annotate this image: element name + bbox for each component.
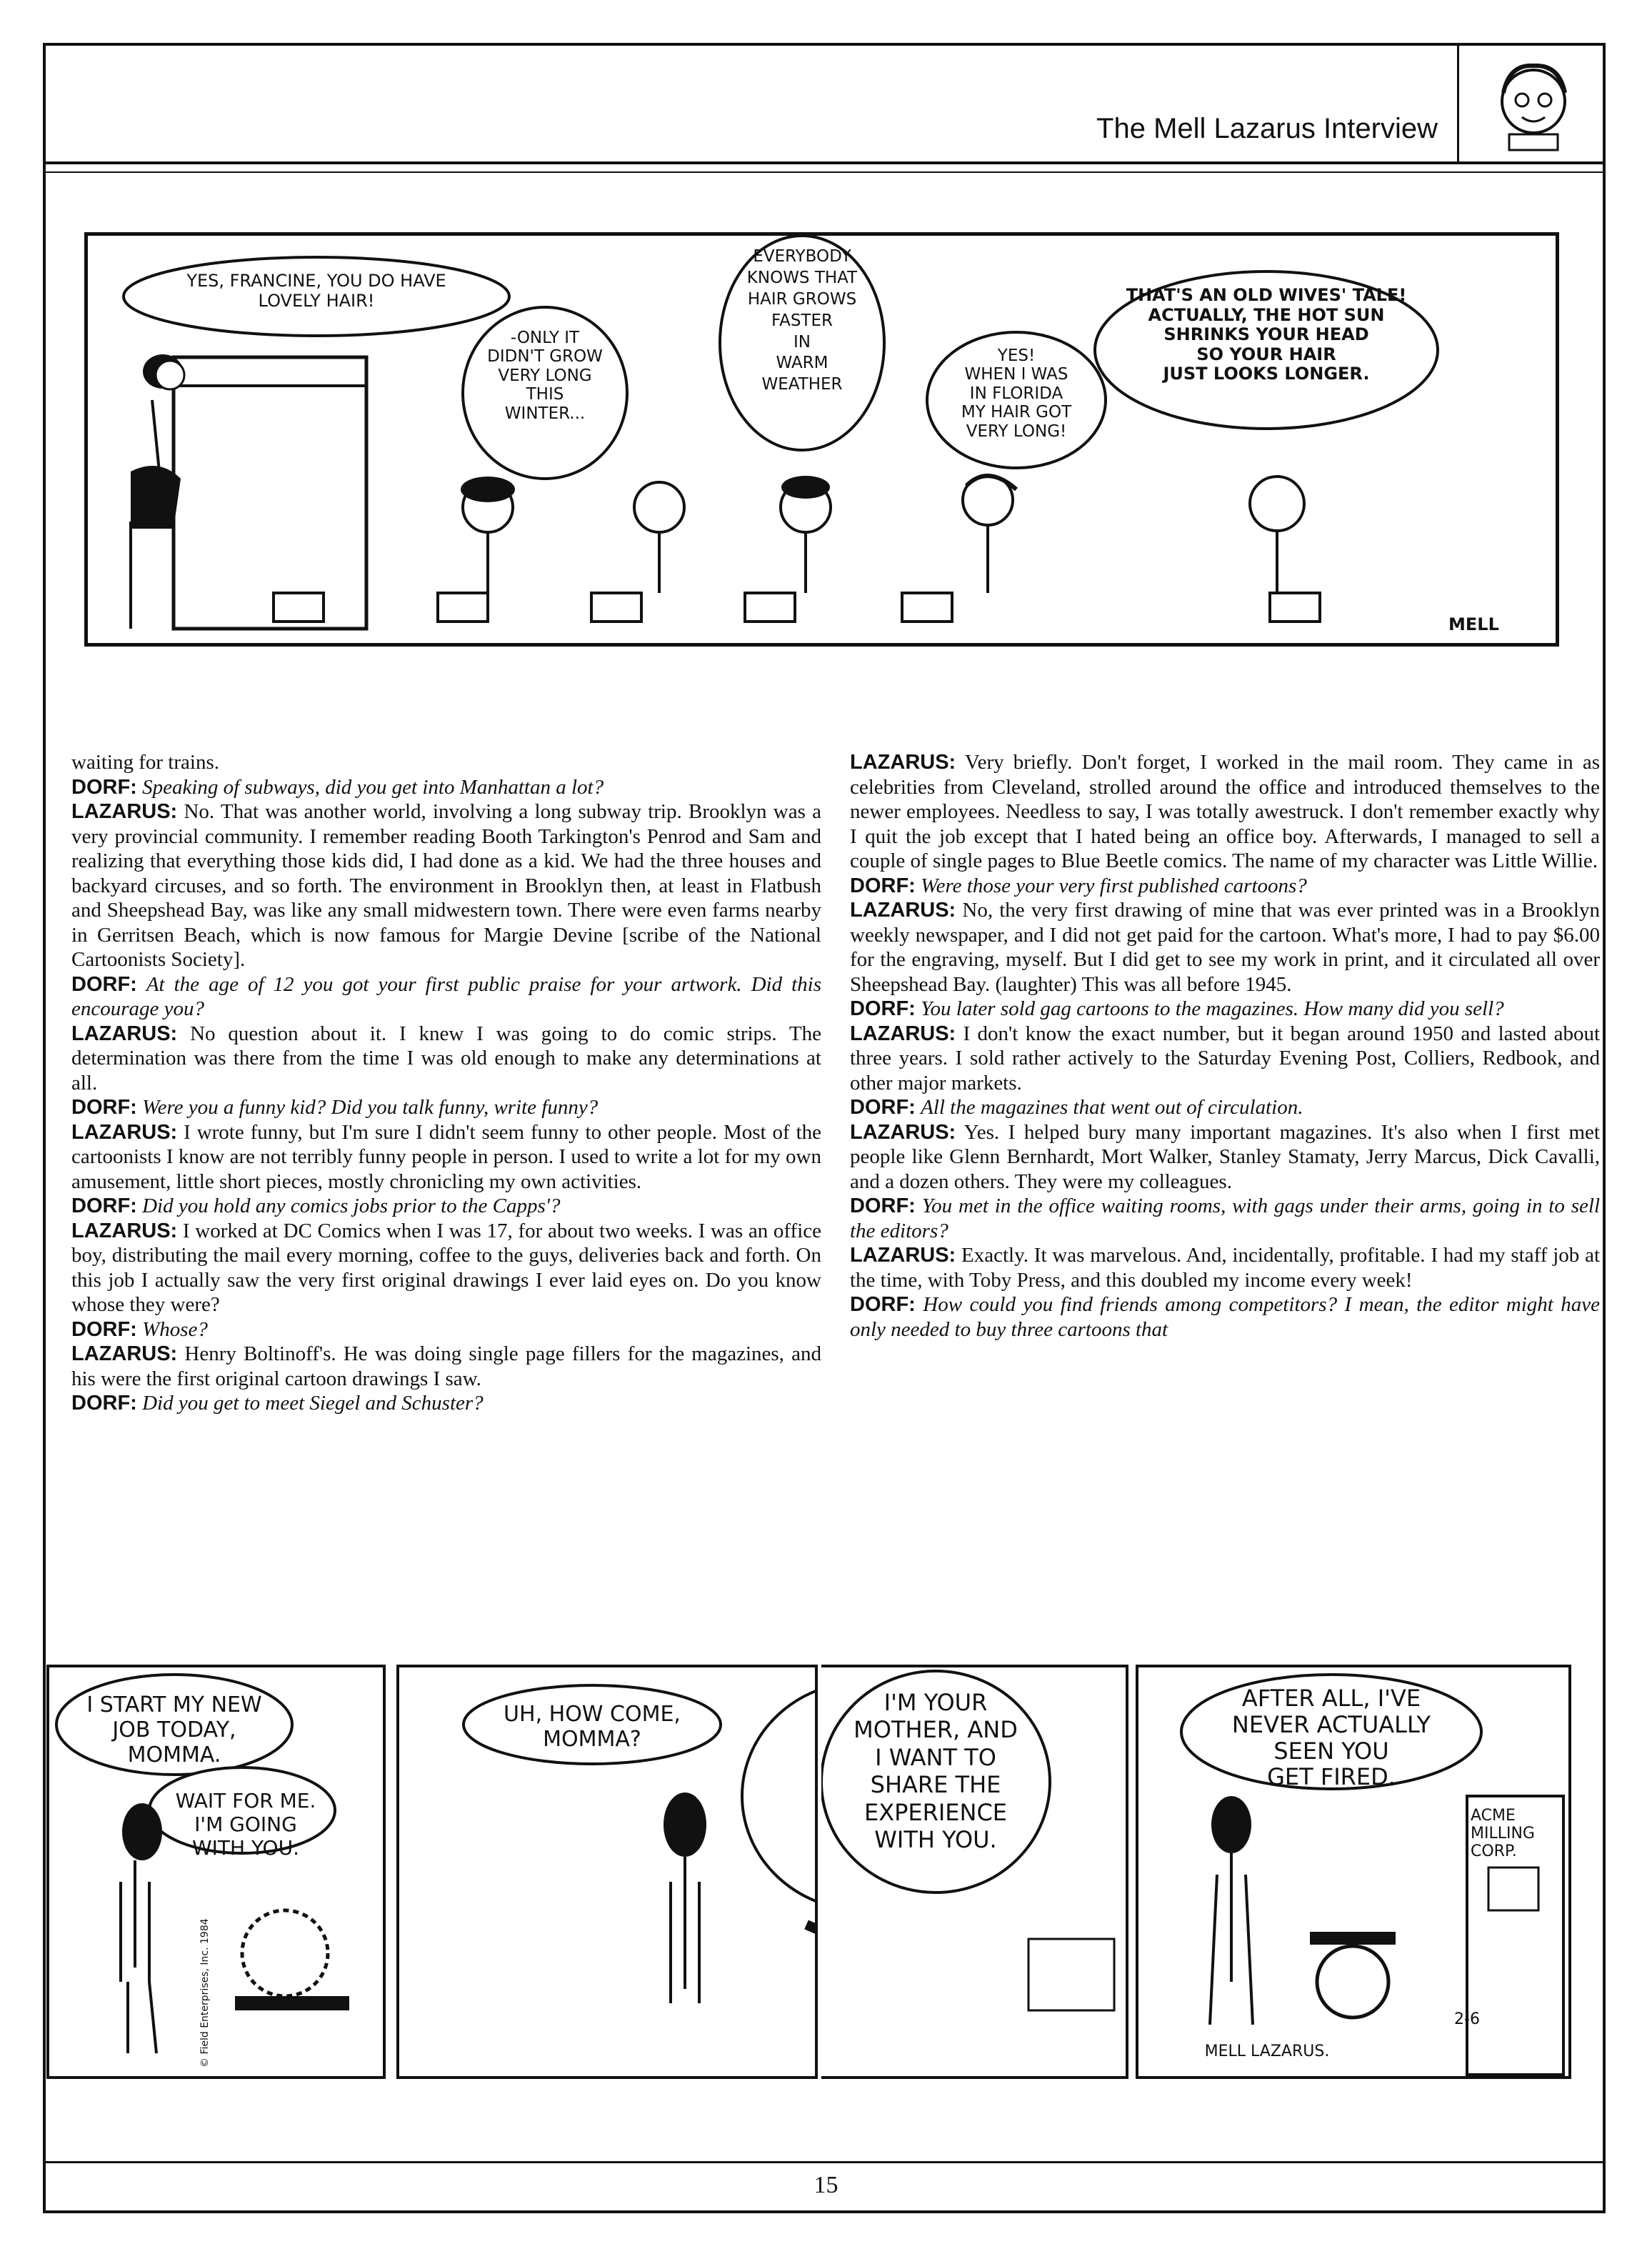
question-text: Whose? [142, 1317, 208, 1341]
speaker-label: DORF: [71, 972, 137, 996]
footer-rule [43, 2161, 1606, 2163]
interview-paragraph [850, 874, 1600, 899]
interview-paragraph [71, 1219, 821, 1317]
answer-text: I worked at DC Comics when I was 17, for about two weeks. I was an office boy, distributing the mail every morning, coffee to the guys, deliveries back and forth. On this job I actually saw the very first original drawings I ever laid eyes on. Do you know whose they were? [71, 1219, 822, 1316]
speaker-label: DORF: [71, 1195, 137, 1217]
speaker-label: LAZARUS: [850, 1244, 956, 1267]
page-title: The Mell Lazarus Interview [1096, 113, 1438, 144]
copyright-credit: © Field Enterprises, Inc. 1984 [199, 1918, 211, 2068]
interview-paragraph [71, 775, 821, 800]
balloon-kid-1: -ONLY IT DIDN'T GROW VERY LONG THIS WINTER... [487, 329, 603, 423]
question-text: All the magazines that went out of circulation. [921, 1096, 1303, 1119]
header [43, 43, 1606, 164]
speaker-label: DORF: [850, 997, 916, 1020]
speaker-label: LAZARUS: [71, 1219, 178, 1242]
balloon-momma-fired: AFTER ALL, I'VE NEVER ACTUALLY SEEN YOU GET FIRED. [1231, 1685, 1431, 1791]
interview-paragraph [850, 898, 1600, 997]
question-text: Were you a funny kid? Did you talk funny, write funny? [142, 1096, 599, 1119]
page-number: 15 [814, 2172, 838, 2198]
top-comic-strip [84, 232, 1559, 647]
balloon-kid-4: THAT'S AN OLD WIVES' TALE! ACTUALLY, THE HOT SUN SHRINKS YOUR HEAD SO YOUR HAIR JUST LOOKS LONGER. [1126, 285, 1407, 384]
speaker-label: DORF: [850, 1195, 916, 1217]
interview-paragraph [71, 1022, 821, 1096]
bottom-panel-3 [821, 1665, 1128, 2079]
balloon-momma-1: I START MY NEW JOB TODAY, MOMMA. [86, 1692, 262, 1767]
balloon-momma-share: I'M YOUR MOTHER, AND I WANT TO SHARE THE EXPERIENCE WITH YOU. [853, 1689, 1018, 1853]
question-text: You later sold gag cartoons to the magazines. How many did you sell? [921, 997, 1504, 1020]
speaker-label: LAZARUS: [71, 1022, 178, 1045]
bottom-panel-1 [46, 1665, 386, 2079]
question-text: Speaking of subways, did you get into Manhattan a lot? [142, 775, 604, 799]
strip-date: 2-6 [1454, 2010, 1480, 2028]
interview-paragraph [71, 972, 821, 1022]
answer-text: waiting for trains. [71, 751, 219, 774]
interview-paragraph [71, 1194, 821, 1219]
answer-text: Yes. I helped bury many important magazines. It's also when I first met people like Glenn Bernhardt, Mort Walker, Stanley Stamaty, Jerry Marcus, Dick Cavalli, and a dozen others. They were my colleagues. [850, 1120, 1600, 1193]
top-strip-signature: MELL [1448, 614, 1499, 634]
answer-text: No question about it. I knew I was going to do comic strips. The determination was there from the time I was old enough to make any determinations at all. [71, 1022, 821, 1094]
balloon-kid-3: YES! WHEN I WAS IN FLORIDA MY HAIR GOT VERY LONG! [961, 346, 1072, 441]
bottom-strip-signature: MELL LAZARUS. [1204, 2043, 1330, 2060]
building-sign: ACME MILLING CORP. [1471, 1807, 1535, 1860]
interview-paragraph [850, 1022, 1600, 1096]
speaker-label: LAZARUS: [71, 1342, 178, 1365]
question-text: Were those your very first published cartoons? [921, 874, 1307, 897]
speaker-label: DORF: [71, 1392, 137, 1415]
interview-paragraph [850, 1120, 1600, 1195]
interview-paragraph [71, 1095, 821, 1120]
speaker-label: LAZARUS: [71, 1120, 178, 1144]
balloon-teacher: YES, FRANCINE, YOU DO HAVE LOVELY HAIR! [186, 271, 446, 311]
interview-paragraph [71, 1342, 821, 1391]
speaker-label: DORF: [850, 874, 916, 897]
interview-paragraph [71, 799, 821, 972]
balloon-girl: UH, HOW COME, MOMMA? [504, 1702, 681, 1752]
speaker-label: DORF: [71, 1317, 137, 1341]
speaker-label: LAZARUS: [850, 1120, 956, 1144]
speaker-label: LAZARUS: [850, 899, 956, 922]
left-column [71, 750, 821, 1416]
interview-paragraph [71, 1391, 821, 1416]
speaker-label: LAZARUS: [850, 1022, 956, 1045]
interview-paragraph [71, 750, 821, 775]
question-text: Did you get to meet Siegel and Schuster? [142, 1392, 484, 1415]
balloon-kid-2: EVERYBODY KNOWS THAT HAIR GROWS FASTER IN WARM WEATHER [746, 247, 858, 394]
answer-text: Henry Boltinoff's. He was doing single page fillers for the magazines, and his were the first original cartoon drawings I saw. [71, 1342, 822, 1390]
answer-text: Exactly. It was marvelous. And, incidentally, profitable. I had my staff job at the time, with Toby Press, and this doubled my income every week! [850, 1244, 1601, 1292]
speaker-label: DORF: [71, 775, 137, 799]
answer-text: No. That was another world, involving a long subway trip. Brooklyn was a very provincial community. I remember reading Booth Tarkington's Penrod and Sam and realizing that everything those kids did, I had done as a kid. We had the three houses and backyard circuses, and so forth. The environment in Brooklyn then, at least in Flatbush and Sheepshead Bay, was like any small midwestern town. There were even farms nearby in Gerritsen Beach, which is now famous for Margie Devine [scribe of the National Cartoonists Society]. [71, 800, 822, 971]
interview-paragraph [850, 997, 1600, 1022]
interview-paragraph [71, 1120, 821, 1195]
interview-paragraph [850, 1243, 1600, 1292]
logo-box [1457, 43, 1606, 164]
header-rule [43, 171, 1606, 173]
bottom-panel-2 [396, 1665, 818, 2079]
interview-paragraph [850, 1095, 1600, 1120]
speaker-label: DORF: [71, 1096, 137, 1119]
answer-text: I don't know the exact number, but it began around 1950 and lasted about three years. I sold rather actively to the Saturday Evening Post, Colliers, Redbook, and other major markets. [850, 1022, 1601, 1094]
interview-paragraph [71, 1317, 821, 1342]
right-column [850, 750, 1600, 1342]
question-text: You met in the office waiting rooms, with gags under their arms, going in to sell the editors? [850, 1195, 1601, 1242]
speaker-label: DORF: [850, 1096, 916, 1119]
speaker-label: LAZARUS: [71, 800, 178, 823]
interview-paragraph [850, 1292, 1600, 1342]
question-text: At the age of 12 you got your first public praise for your artwork. Did this encourage you? [71, 972, 821, 1020]
speaker-label: DORF: [850, 1293, 916, 1316]
balloon-momma-2: WAIT FOR ME. I'M GOING WITH YOU. [175, 1789, 316, 1860]
interview-paragraph [850, 750, 1600, 874]
speaker-label: LAZARUS: [850, 751, 956, 774]
interview-paragraph [850, 1194, 1600, 1243]
answer-text: No, the very first drawing of mine that was ever printed was in a Brooklyn weekly newspaper, and I did not get paid for the cartoon. What's more, I had to pay $6.00 for the engraving, myself. But I did get to see my work in print, and it circulated all over Sheepshead Bay. (laughter) This was all before 1945. [850, 899, 1600, 996]
bottom-panel-4 [1136, 1665, 1571, 2079]
question-text: How could you find friends among competitors? I mean, the editor might have only needed to buy three cartoons that [850, 1293, 1600, 1341]
answer-text: I wrote funny, but I'm sure I didn't seem funny to other people. Most of the cartoonists I know are not terribly funny people in person. I used to write a lot for my own amusement, little short pieces, mostly chronicling my own activities. [71, 1120, 822, 1193]
answer-text: Very briefly. Don't forget, I worked in the mail room. They came in as celebrities from Cleveland, strolled around the office and introduced themselves to the newer employees. Needless to say, I was totally awestruck. I don't remember exactly why I quit the job except that I hated being an office boy. Afterwards, I managed to sell a couple of single pages to Blue Beetle comics. The name of my character was Little Willie. [850, 751, 1600, 872]
caricature-logo-icon [1459, 43, 1608, 164]
question-text: Did you hold any comics jobs prior to the Capps'? [142, 1195, 561, 1217]
